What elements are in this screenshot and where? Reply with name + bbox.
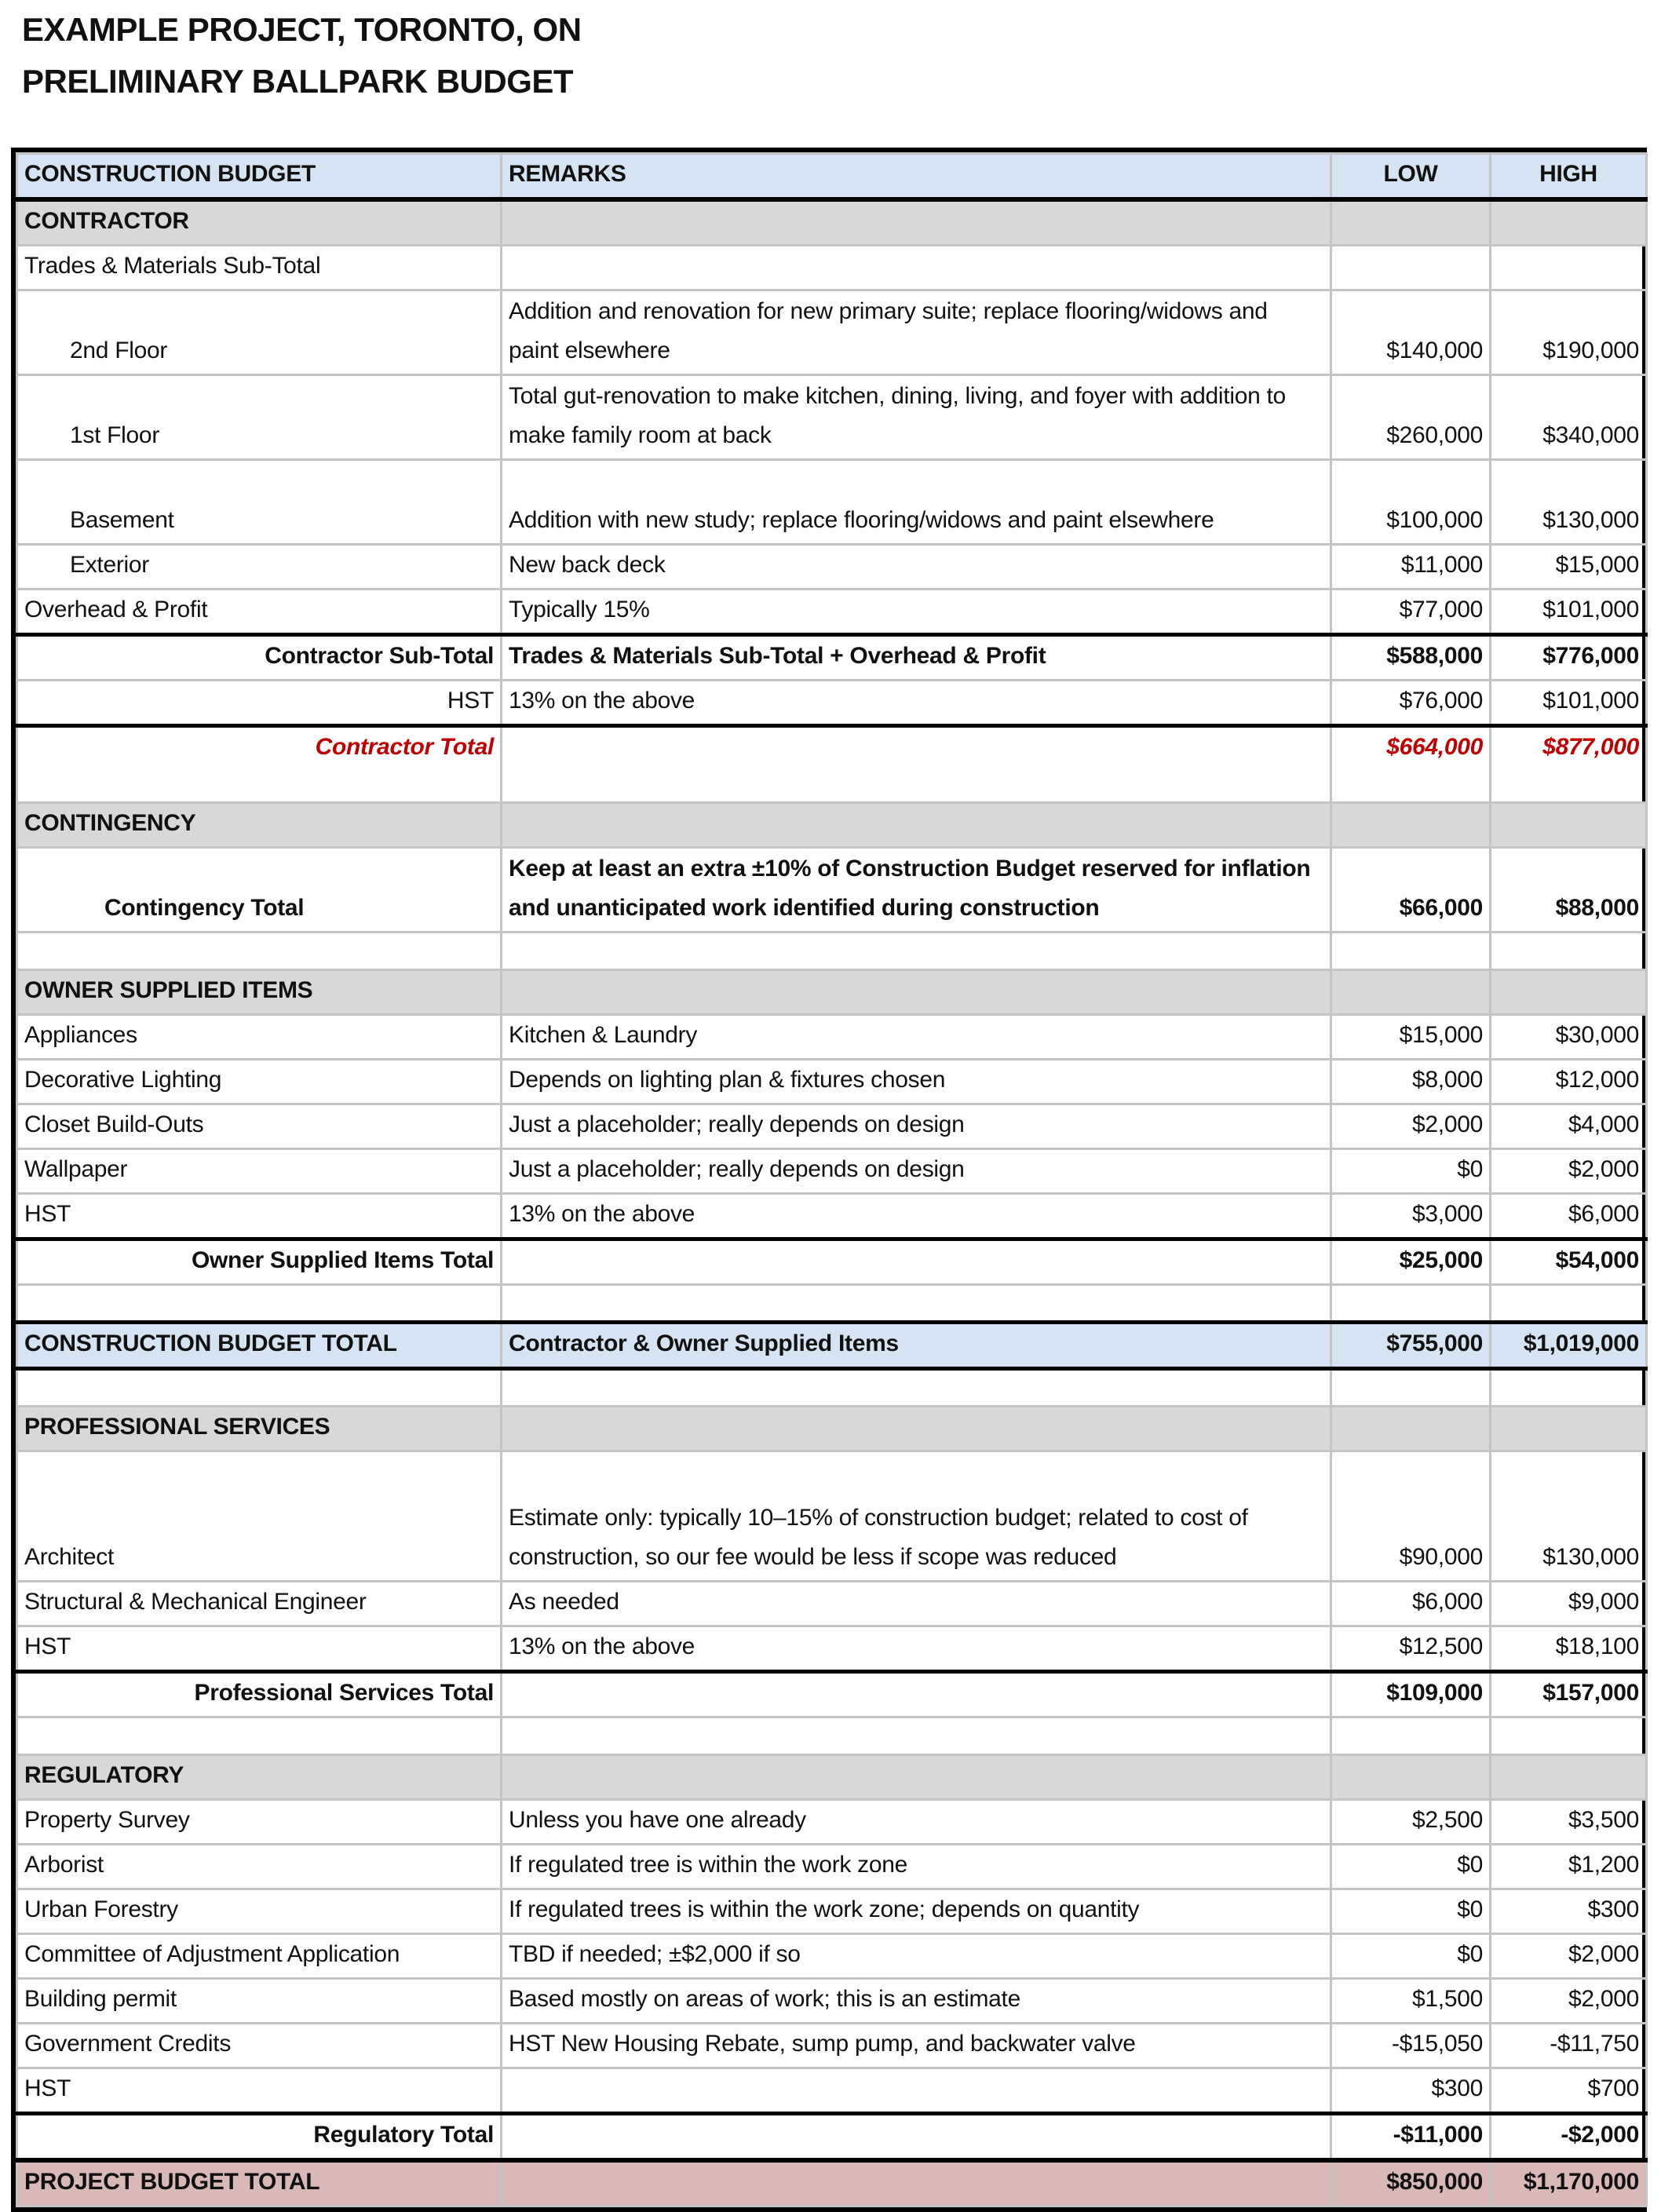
row-low-value: $11,000 (1331, 545, 1491, 590)
row-high-value: -$11,750 (1491, 2024, 1647, 2068)
row-remarks: Based mostly on areas of work; this is an estimate (502, 1979, 1331, 2024)
row-label: Urban Forestry (17, 1889, 502, 1934)
row-low-value (1331, 1407, 1491, 1451)
row-remarks: Estimate only: typically 10–15% of construction budget; related to cost of construction, so our fee would be less if scope was reduced (502, 1451, 1331, 1582)
budget-row (17, 1060, 1647, 1104)
spacer-row (17, 933, 1647, 970)
row-high-value: $101,000 (1491, 590, 1647, 635)
row-low-value (1331, 933, 1491, 970)
row-label: Appliances (17, 1015, 502, 1060)
row-label: Property Survey (17, 1800, 502, 1845)
row-high-value: $2,000 (1491, 1934, 1647, 1979)
row-remarks (502, 2114, 1331, 2161)
budget-row (17, 1979, 1647, 2024)
row-low-value: -$15,050 (1331, 2024, 1491, 2068)
row-label (17, 1717, 502, 1755)
budget-row (17, 1149, 1647, 1194)
row-low-value: $15,000 (1331, 1015, 1491, 1060)
row-low-value: $1,500 (1331, 1979, 1491, 2024)
row-label: 1st Floor (17, 375, 502, 460)
row-high-value: $700 (1491, 2068, 1647, 2114)
row-high-value: $9,000 (1491, 1582, 1647, 1626)
budget-row (17, 1451, 1647, 1582)
row-remarks: Kitchen & Laundry (502, 1015, 1331, 1060)
row-high-value: $2,000 (1491, 1149, 1647, 1194)
section-header-row (17, 1755, 1647, 1800)
row-low-value: $100,000 (1331, 460, 1491, 545)
row-remarks: Trades & Materials Sub-Total + Overhead & Profit (502, 635, 1331, 681)
row-remarks: Total gut-renovation to make kitchen, dining, living, and foyer with addition to make family room at back (502, 375, 1331, 460)
row-high-value: $6,000 (1491, 1194, 1647, 1239)
row-low-value: $12,500 (1331, 1626, 1491, 1672)
row-high-value: $12,000 (1491, 1060, 1647, 1104)
row-label: Architect (17, 1451, 502, 1582)
row-low-value (1331, 970, 1491, 1015)
row-label: Overhead & Profit (17, 590, 502, 635)
row-remarks (502, 1239, 1331, 1285)
row-remarks (502, 933, 1331, 970)
row-label: PROJECT BUDGET TOTAL (17, 2160, 502, 2207)
row-label: Arborist (17, 1845, 502, 1889)
row-low-value (1331, 1755, 1491, 1800)
budget-row (17, 1239, 1647, 1285)
header-remarks: REMARKS (502, 154, 1331, 200)
budget-rows (17, 199, 1647, 2207)
row-low-value: $2,000 (1331, 1104, 1491, 1149)
row-low-value: $8,000 (1331, 1060, 1491, 1104)
row-label: HST (17, 1626, 502, 1672)
row-high-value (1491, 1369, 1647, 1407)
budget-row (17, 1626, 1647, 1672)
row-low-value: $76,000 (1331, 681, 1491, 726)
row-high-value: $18,100 (1491, 1626, 1647, 1672)
row-low-value: $2,500 (1331, 1800, 1491, 1845)
row-remarks: Depends on lighting plan & fixtures chosen (502, 1060, 1331, 1104)
row-remarks (502, 1672, 1331, 1717)
row-remarks: 13% on the above (502, 681, 1331, 726)
row-low-value (1331, 1717, 1491, 1755)
document-title: EXAMPLE PROJECT, TORONTO, ON (22, 11, 582, 48)
row-high-value: $1,019,000 (1491, 1323, 1647, 1369)
row-low-value: -$11,000 (1331, 2114, 1491, 2161)
row-low-value: $664,000 (1331, 726, 1491, 803)
row-low-value: $300 (1331, 2068, 1491, 2114)
row-label: Structural & Mechanical Engineer (17, 1582, 502, 1626)
row-remarks (502, 199, 1331, 246)
header-high: HIGH (1491, 154, 1647, 200)
budget-row (17, 2068, 1647, 2114)
row-label: Building permit (17, 1979, 502, 2024)
row-remarks: If regulated tree is within the work zone (502, 1845, 1331, 1889)
row-high-value: -$2,000 (1491, 2114, 1647, 2161)
row-high-value: $190,000 (1491, 290, 1647, 375)
row-low-value (1331, 246, 1491, 290)
row-label: Professional Services Total (17, 1672, 502, 1717)
row-high-value: $157,000 (1491, 1672, 1647, 1717)
budget-row (17, 1800, 1647, 1845)
row-high-value: $15,000 (1491, 545, 1647, 590)
row-label (17, 933, 502, 970)
row-high-value: $30,000 (1491, 1015, 1647, 1060)
row-low-value (1331, 803, 1491, 848)
budget-row (17, 545, 1647, 590)
row-remarks: Just a placeholder; really depends on design (502, 1104, 1331, 1149)
row-label: Basement (17, 460, 502, 545)
budget-row (17, 2160, 1647, 2207)
row-high-value: $776,000 (1491, 635, 1647, 681)
row-high-value (1491, 246, 1647, 290)
row-remarks: If regulated trees is within the work zone; depends on quantity (502, 1889, 1331, 1934)
row-high-value: $340,000 (1491, 375, 1647, 460)
row-remarks (502, 2068, 1331, 2114)
budget-row (17, 1015, 1647, 1060)
row-low-value: $90,000 (1331, 1451, 1491, 1582)
row-high-value: $54,000 (1491, 1239, 1647, 1285)
row-label: PROFESSIONAL SERVICES (17, 1407, 502, 1451)
budget-row (17, 2114, 1647, 2161)
row-remarks: Contractor & Owner Supplied Items (502, 1323, 1331, 1369)
row-remarks (502, 1717, 1331, 1755)
row-low-value (1331, 199, 1491, 246)
budget-row (17, 1104, 1647, 1149)
budget-row (17, 1194, 1647, 1239)
row-high-value: $130,000 (1491, 1451, 1647, 1582)
budget-row (17, 1323, 1647, 1369)
budget-row (17, 1845, 1647, 1889)
budget-row (17, 1672, 1647, 1717)
row-label: Government Credits (17, 2024, 502, 2068)
row-remarks (502, 2160, 1331, 2207)
row-high-value: $300 (1491, 1889, 1647, 1934)
row-label (17, 1369, 502, 1407)
row-low-value: $0 (1331, 1149, 1491, 1194)
row-low-value: $260,000 (1331, 375, 1491, 460)
row-remarks: 13% on the above (502, 1626, 1331, 1672)
row-label: Contractor Total (17, 726, 502, 803)
budget-row (17, 460, 1647, 545)
row-label: Contingency Total (17, 848, 502, 933)
row-high-value (1491, 1717, 1647, 1755)
budget-row (17, 1582, 1647, 1626)
row-low-value (1331, 1369, 1491, 1407)
row-remarks: Unless you have one already (502, 1800, 1331, 1845)
row-high-value: $2,000 (1491, 1979, 1647, 2024)
row-remarks (502, 246, 1331, 290)
row-remarks: HST New Housing Rebate, sump pump, and backwater valve (502, 2024, 1331, 2068)
spacer-row (17, 1369, 1647, 1407)
row-label: Wallpaper (17, 1149, 502, 1194)
row-label: CONTRACTOR (17, 199, 502, 246)
budget-row (17, 2024, 1647, 2068)
row-high-value: $101,000 (1491, 681, 1647, 726)
row-high-value (1491, 803, 1647, 848)
row-label: Committee of Adjustment Application (17, 1934, 502, 1979)
row-high-value (1491, 970, 1647, 1015)
row-low-value: $0 (1331, 1845, 1491, 1889)
row-label: REGULATORY (17, 1755, 502, 1800)
spacer-row (17, 1285, 1647, 1323)
row-high-value: $1,200 (1491, 1845, 1647, 1889)
row-label: HST (17, 681, 502, 726)
budget-row (17, 246, 1647, 290)
document-subtitle: PRELIMINARY BALLPARK BUDGET (22, 63, 574, 100)
row-label: OWNER SUPPLIED ITEMS (17, 970, 502, 1015)
row-low-value: $0 (1331, 1934, 1491, 1979)
row-low-value: $3,000 (1331, 1194, 1491, 1239)
row-low-value: $140,000 (1331, 290, 1491, 375)
budget-row (17, 1889, 1647, 1934)
budget-row (17, 681, 1647, 726)
budget-row (17, 848, 1647, 933)
header-row (17, 154, 1647, 200)
row-high-value: $877,000 (1491, 726, 1647, 803)
section-header-row (17, 1407, 1647, 1451)
row-label: Exterior (17, 545, 502, 590)
row-high-value: $1,170,000 (1491, 2160, 1647, 2207)
row-low-value: $25,000 (1331, 1239, 1491, 1285)
budget-row (17, 635, 1647, 681)
row-low-value: $588,000 (1331, 635, 1491, 681)
row-remarks: TBD if needed; ±$2,000 if so (502, 1934, 1331, 1979)
row-high-value: $88,000 (1491, 848, 1647, 933)
section-header-row (17, 970, 1647, 1015)
row-high-value (1491, 1407, 1647, 1451)
budget-sheet (11, 148, 1647, 2212)
row-remarks (502, 1285, 1331, 1323)
row-label: Regulatory Total (17, 2114, 502, 2161)
row-label: Closet Build-Outs (17, 1104, 502, 1149)
budget-table (16, 152, 1648, 2207)
budget-row (17, 726, 1647, 803)
row-remarks: Keep at least an extra ±10% of Construction Budget reserved for inflation and unanticipated work identified during construction (502, 848, 1331, 933)
row-high-value (1491, 1755, 1647, 1800)
row-high-value (1491, 933, 1647, 970)
row-label: Trades & Materials Sub-Total (17, 246, 502, 290)
row-remarks: Typically 15% (502, 590, 1331, 635)
row-low-value: $755,000 (1331, 1323, 1491, 1369)
row-high-value: $3,500 (1491, 1800, 1647, 1845)
row-remarks (502, 803, 1331, 848)
row-low-value: $0 (1331, 1889, 1491, 1934)
row-remarks: Addition with new study; replace flooring/widows and paint elsewhere (502, 460, 1331, 545)
row-remarks: 13% on the above (502, 1194, 1331, 1239)
row-remarks (502, 1369, 1331, 1407)
row-low-value (1331, 1285, 1491, 1323)
budget-row (17, 590, 1647, 635)
row-high-value: $130,000 (1491, 460, 1647, 545)
row-remarks: Addition and renovation for new primary suite; replace flooring/widows and paint elsewhere (502, 290, 1331, 375)
section-header-row (17, 803, 1647, 848)
header-construction-budget: CONSTRUCTION BUDGET (17, 154, 502, 200)
budget-row (17, 375, 1647, 460)
row-label (17, 1285, 502, 1323)
row-label: HST (17, 2068, 502, 2114)
row-remarks (502, 1755, 1331, 1800)
budget-row (17, 1934, 1647, 1979)
row-remarks (502, 1407, 1331, 1451)
row-high-value (1491, 1285, 1647, 1323)
header-low: LOW (1331, 154, 1491, 200)
row-low-value: $66,000 (1331, 848, 1491, 933)
row-low-value: $109,000 (1331, 1672, 1491, 1717)
row-label: CONSTRUCTION BUDGET TOTAL (17, 1323, 502, 1369)
row-remarks: Just a placeholder; really depends on design (502, 1149, 1331, 1194)
row-remarks: New back deck (502, 545, 1331, 590)
row-low-value: $77,000 (1331, 590, 1491, 635)
row-high-value (1491, 199, 1647, 246)
row-low-value: $850,000 (1331, 2160, 1491, 2207)
row-label: Contractor Sub-Total (17, 635, 502, 681)
section-header-row (17, 199, 1647, 246)
row-label: 2nd Floor (17, 290, 502, 375)
budget-row (17, 290, 1647, 375)
row-remarks (502, 970, 1331, 1015)
spacer-row (17, 1717, 1647, 1755)
row-label: CONTINGENCY (17, 803, 502, 848)
row-remarks (502, 726, 1331, 803)
row-label: Decorative Lighting (17, 1060, 502, 1104)
row-label: Owner Supplied Items Total (17, 1239, 502, 1285)
row-low-value: $6,000 (1331, 1582, 1491, 1626)
row-label: HST (17, 1194, 502, 1239)
row-high-value: $4,000 (1491, 1104, 1647, 1149)
row-remarks: As needed (502, 1582, 1331, 1626)
